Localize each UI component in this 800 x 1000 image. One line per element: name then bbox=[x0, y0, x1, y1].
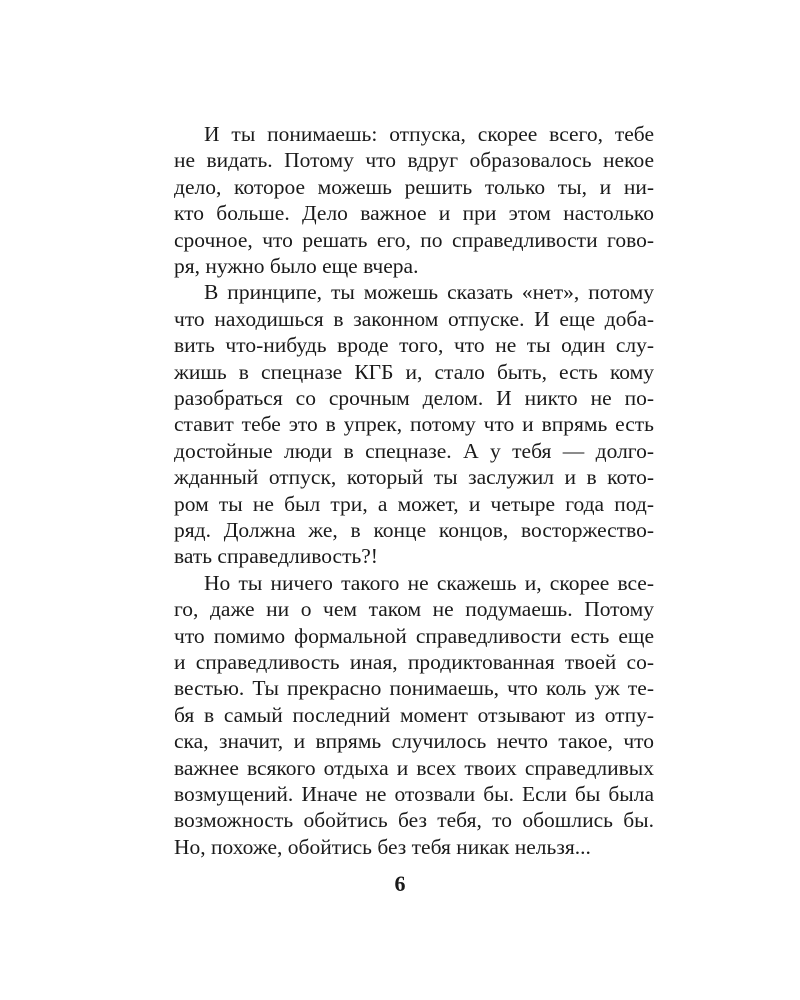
text-line: ска, значит, и впрямь случилось нечто такое, что bbox=[174, 729, 654, 754]
page-number: 6 bbox=[394, 871, 406, 896]
text-line: не видать. Потому что вдруг образовалось некое bbox=[174, 148, 654, 173]
text-line: дело, которое можешь решить только ты, и ни- bbox=[174, 174, 654, 199]
text-line: возможность обойтись без тебя, то обошлись бы. bbox=[174, 808, 654, 833]
text-line: Но ты ничего такого не скажешь и, скорее все- bbox=[204, 570, 654, 595]
text-line: ря, нужно было еще вчера. bbox=[174, 254, 419, 278]
text-line: разобраться со срочным делом. И никто не по- bbox=[174, 386, 654, 410]
text-line: достойные люди в спецназе. А у тебя — долго- bbox=[174, 438, 654, 463]
text-line: срочное, что решать его, по справедливости гово- bbox=[174, 227, 654, 252]
text-line: В принципе, ты можешь сказать «нет», потому bbox=[204, 280, 654, 305]
text-line: кто больше. Дело важное и при этом настолько bbox=[174, 201, 654, 226]
text-line: Но, похоже, обойтись без тебя никак нельзя... bbox=[174, 834, 591, 859]
text-line: вать справедливость?! bbox=[174, 544, 378, 569]
text-line: жданный отпуск, который ты заслужил и в кото- bbox=[174, 465, 654, 490]
text-line: жишь в спецназе КГБ и, стало быть, есть кому bbox=[174, 359, 654, 384]
text-line: бя в самый последний момент отзывают из отпу- bbox=[174, 702, 654, 727]
text-line: ряд. Должна же, в конце концов, восторжество- bbox=[174, 518, 654, 542]
text-line: ром ты не был три, а может, и четыре года под- bbox=[174, 491, 654, 516]
text-line: го, даже ни о чем таком не подумаешь. Потому bbox=[174, 597, 654, 622]
text-line: важнее всякого отдыха и всех твоих справедливых bbox=[174, 755, 654, 780]
text-line: и справедливость иная, продиктованная твоей со- bbox=[174, 650, 654, 674]
text-line: вестью. Ты прекрасно понимаешь, что коль уж те- bbox=[174, 676, 654, 701]
text-line: что помимо формальной справедливости есть еще bbox=[174, 623, 654, 648]
text-line: что находишься в законном отпуске. И еще доба- bbox=[174, 306, 654, 331]
text-line: ставит тебе это в упрек, потому что и впрямь есть bbox=[174, 412, 654, 437]
text-line: вить что-нибудь вроде того, что не ты один слу- bbox=[174, 333, 654, 358]
text-line: И ты понимаешь: отпуска, скорее всего, тебе bbox=[204, 122, 654, 146]
text-line: возмущений. Иначе не отозвали бы. Если бы была bbox=[174, 782, 654, 806]
